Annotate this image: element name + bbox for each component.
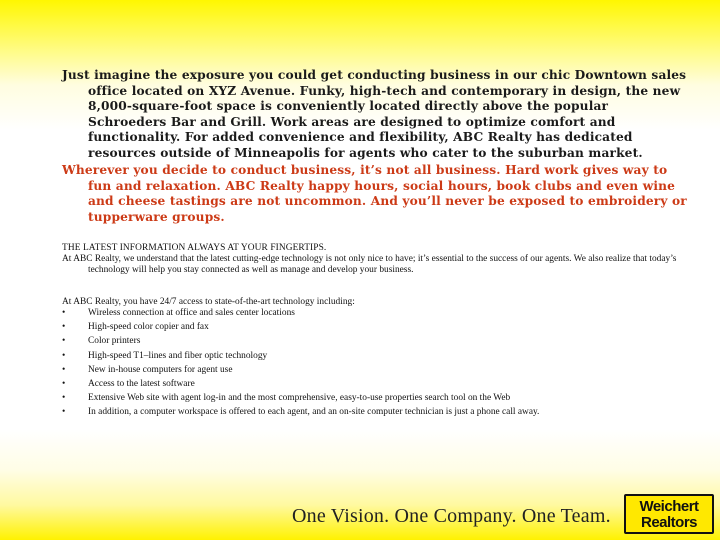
list-item: [62, 351, 652, 362]
list-item-text: Extensive Web site with agent log-in and the most comprehensive, easy-to-use properties search tool on the Web: [88, 393, 511, 404]
list-item-text: Wireless connection at office and sales center locations: [88, 308, 295, 318]
list-item: [62, 322, 652, 333]
list-item: [62, 379, 652, 390]
list-item: [62, 407, 652, 418]
logo-line-2: Realtors: [640, 514, 698, 531]
company-logo: [624, 494, 714, 534]
highlight-paragraph: Wherever you decide to conduct business, it’s not all business. Hard work gives way to fun and relaxation. ABC Realty happy hours, social hours, book clubs and even wine and cheese tastings are not uncommon. And you’ll never be exposed to embroidery or tupperware groups.: [62, 163, 687, 224]
bullet-icon: •: [62, 308, 66, 318]
list-item-text: In addition, a computer workspace is offered to each agent, and an on-site computer technician is just a phone call away.: [88, 407, 540, 418]
list-item-text: New in-house computers for agent use: [88, 364, 233, 375]
bullet-icon: •: [62, 407, 66, 418]
logo-line-1: Weichert: [639, 498, 699, 515]
footer-tagline: One Vision. One Company. One Team.: [292, 505, 611, 527]
list-item-text: High-speed color copier and fax: [88, 322, 209, 333]
section-heading: THE LATEST INFORMATION ALWAYS AT YOUR FINGERTIPS.: [62, 243, 327, 253]
bullet-icon: •: [62, 364, 66, 375]
list-item-text: Access to the latest software: [88, 378, 195, 389]
list-item-text: Color printers: [88, 336, 141, 347]
bullet-icon: •: [62, 393, 66, 404]
technology-list: [62, 308, 652, 422]
list-item-text: High-speed T1–lines and fiber optic technology: [88, 350, 268, 361]
bullet-icon: •: [62, 378, 66, 389]
intro-paragraph: Just imagine the exposure you could get conducting business in our chic Downtown sales office located on XYZ Avenue. Funky, high-tech and contemporary in design, the new 8,000-square-foot space is conveniently located directly above the popular Schroeders Bar and Grill. Work areas are designed to optimize comfort and functionality. For added convenience and flexibility, ABC Realty has dedicated resources outside of Minneapolis for agents who cater to the suburban market.: [62, 68, 687, 160]
list-item: [62, 393, 652, 404]
bullet-icon: •: [62, 336, 66, 347]
technology-paragraph: At ABC Realty, we understand that the latest cutting-edge technology is not only nice to have; it’s essential to the success of our agents. We also realize that today’s technology will help you stay connected as well as manage and develop your business.: [62, 254, 677, 275]
list-item: [62, 336, 652, 347]
access-paragraph: At ABC Realty, you have 24/7 access to state-of-the-art technology including:: [62, 297, 355, 307]
list-item: [62, 308, 652, 319]
bullet-icon: •: [62, 350, 66, 361]
list-item: [62, 365, 652, 376]
bullet-icon: •: [62, 322, 66, 333]
